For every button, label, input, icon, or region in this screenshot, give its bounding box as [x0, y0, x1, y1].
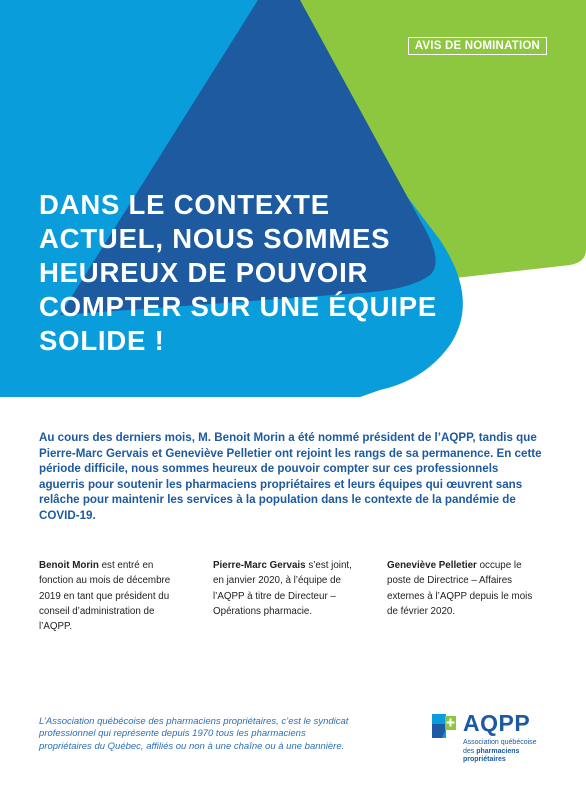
logo-tag-bold1: pharmaciens	[476, 747, 520, 755]
bio-genevieve-pelletier	[387, 558, 537, 619]
logo-tag-line1: Association québécoise	[463, 739, 537, 746]
hero-banner	[0, 0, 586, 397]
association-description: L’Association québécoise des pharmaciens propriétaires, c’est le syndicat professionnel qui représente depuis 1970 tous les pharmaciens propriétaires du Québec, affiliés ou non à une chaîne ou à une bannière.	[39, 716, 349, 752]
bio-name: Benoit Morin	[39, 560, 99, 571]
logo-tagline	[463, 739, 563, 765]
nomination-badge: AVIS DE NOMINATION	[408, 37, 547, 55]
bio-benoit-morin	[39, 558, 189, 634]
bio-name: Geneviève Pelletier	[387, 560, 477, 571]
logo-tag-line2: des	[463, 747, 477, 755]
headline: DANS LE CONTEXTE ACTUEL, NOUS SOMMES HEUREUX DE POUVOIR COMPTER SUR UNE ÉQUIPE SOLIDE !	[39, 189, 438, 356]
logo-cross-icon	[430, 712, 458, 740]
intro-paragraph: Au cours des derniers mois, M. Benoit Morin a été nommé président de l’AQPP, tandis que Pierre-Marc Gervais et Geneviève Pelletier ont rejoint les rangs de sa permanence. En cette période difficile, nous sommes heureux de pouvoir compter sur ces professionnels aguerris pour soutenir les pharmaciens propriétaires et leurs équipes qui œuvrent sans relâche pour maintenir les services à la population dans le contexte de la pandémie de COVID-19.	[39, 431, 542, 522]
bio-pierre-marc-gervais	[213, 558, 363, 619]
bio-text: est entré en fonction au mois de décembre 2019 en tant que président du conseil d’administration de l’AQPP.	[39, 560, 171, 633]
aqpp-logo	[430, 711, 560, 771]
logo-wordmark: AQPP	[463, 710, 531, 736]
logo-tag-bold2: propriétaires	[463, 756, 506, 763]
bio-name: Pierre-Marc Gervais	[213, 560, 306, 571]
bio-text: occupe le poste de Directrice – Affaires externes à l’AQPP depuis le mois de février 2020.	[387, 560, 533, 617]
bio-text: s’est joint, en janvier 2020, à l’équipe de l’AQPP à titre de Directeur – Opérations pharmacie.	[213, 560, 352, 617]
